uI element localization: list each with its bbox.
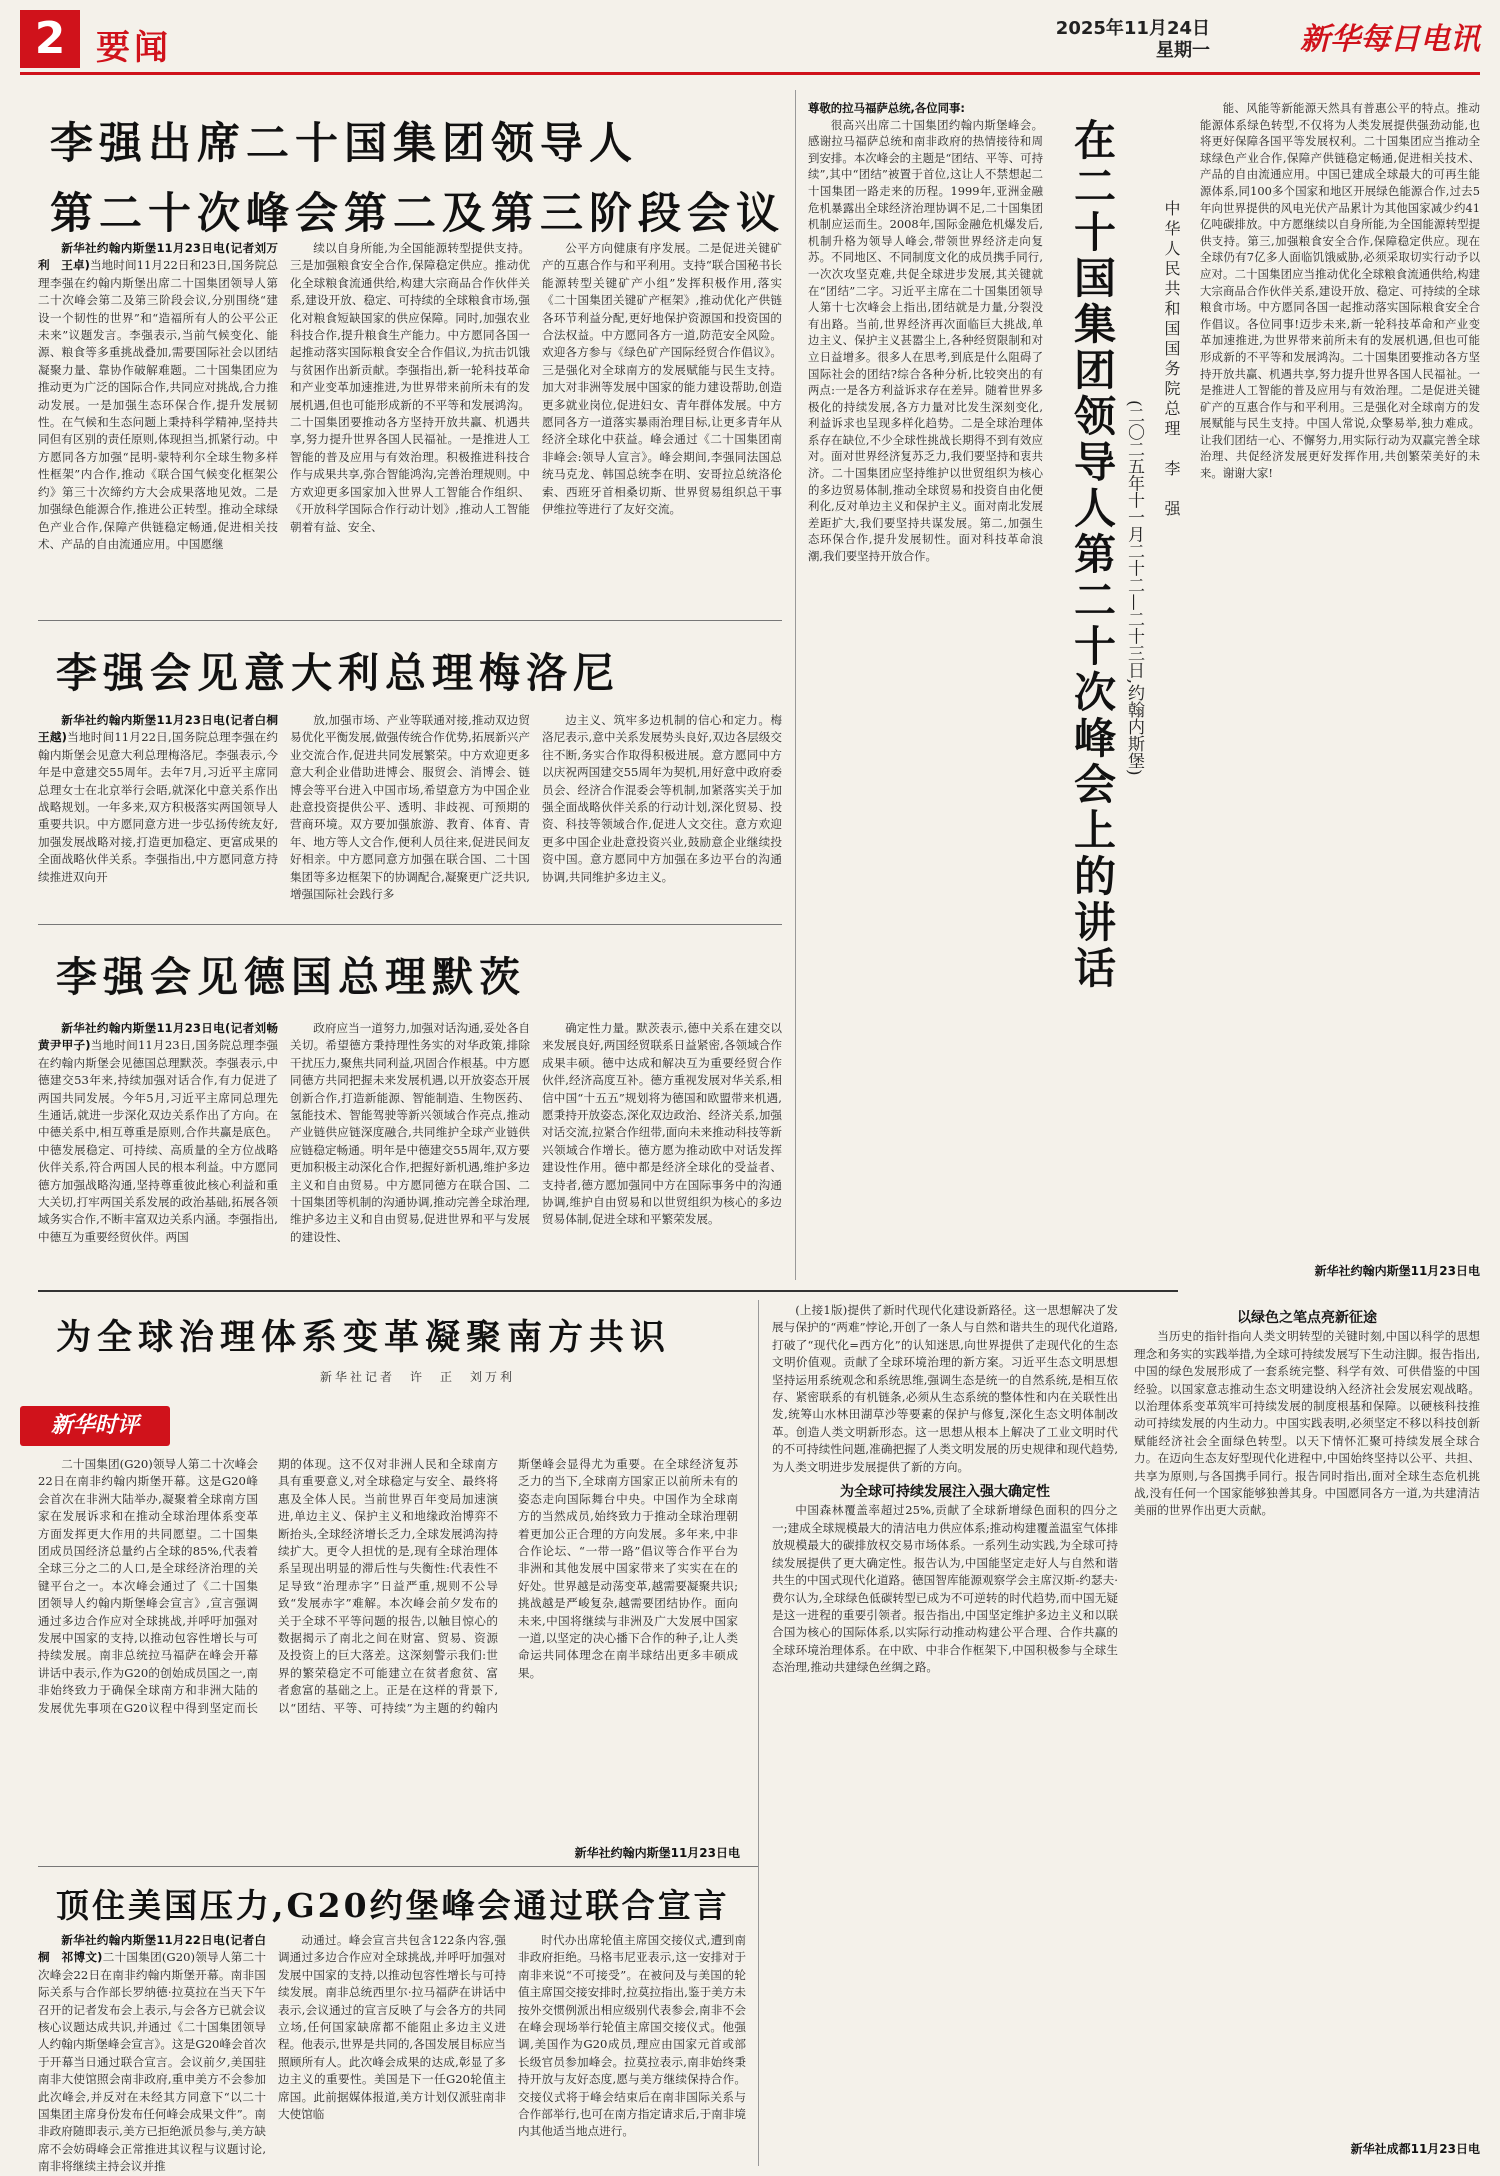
italy-col-3 [542, 712, 782, 932]
summit-text-3: 公平方向健康有序发展。二是促进关键矿产的互惠合作与和平利用。支持“联合国秘书长能源转型关键矿产小组”发挥积极作用,落实《二十国集团关键矿产框架》,推动优化产供链各环节利益分配,更好地保护资源国和投资国的合法权益。中方愿同各方一道,防范安全风险。欢迎各方参与《绿色矿产国际经贸合作倡议》。三是强化对全球南方的发展赋能与民生支持。加大对非洲等发展中国家的能力建设帮助,创造更多就业岗位,促进妇女、青年群体发展。中方愿同各方一道落实暴雨治理目标,让更多青年从经济全球化中获益。峰会通过《二十国集团南非峰会:领导人宣言》。峰会期间,李强同法国总统马克龙、韩国总统李在明、安哥拉总统洛伦索、西班牙首相桑切斯、世界贸易组织总干事伊维拉等进行了友好交流。 [542, 241, 782, 517]
germany-lead: 新华社约翰内斯堡11月23日电(记者刘畅 黄尹甲子) [38, 1021, 290, 1053]
summit-text-2: 续以自身所能,为全国能源转型提供支持。三是加强粮食安全合作,保障稳定供应。推动优化全球粮食流通供给,构建大宗商品合作伙伴关系,建设开放、稳定、可持续的全球粮食市场,强化对粮食短缺国家的供应保障。同时,加强农业科技合作,提升粮食生产能力。中方愿同各国一起推动落实国际粮食安全合作倡议,为抗击饥饿与贫困作出新贡献。李强指出,新一轮科技革命和产业变革加速推进,为世界带来前所未有的发展机遇,但也可能形成新的不平等和发展鸿沟。二十国集团要推动各方坚持开放共赢、机遇共享,努力提升世界各国人民福祉。一是推进人工智能的普及应用与有效治理。积极推进科技合作与成果共享,弥合智能鸿沟,完善治理规则。中方欢迎更多国家加入世界人工智能合作组织、《开放科学国际合作行动计划》,推动人工智能朝着有益、安全、 [290, 241, 530, 534]
g20-lead: 新华社约翰内斯堡11月22日电(记者白桐 祁博文) [38, 1933, 266, 1965]
speech-col-b [1200, 100, 1480, 1260]
paper-logo: 新华每日电讯 [1300, 22, 1480, 57]
weekday-text: 星期一 [1156, 40, 1210, 61]
commentary-byline: 新华社记者 许 正 刘万利 [320, 1370, 516, 1384]
speech-text-a: 很高兴出席二十国集团约翰内斯堡峰会。感谢拉马福萨总统和南非政府的热情接待和周到安排。本次峰会的主题是“团结、平等、可持续”,其中“团结”被置于首位,这让人不禁想起二十国集团一路走来的历程。1999年,亚洲金融危机暴露出全球经济治理协调不足,二十国集团机制应运而生。2008年,国际金融危机爆发后,机制升格为领导人峰会,带领世界经济走向复苏。不同地区、不同制度文化的成员携手同行,一次次攻坚克难,共促全球进步发展,其关键就在“团结”二字。习近平主席在二十国集团领导人第十七次峰会上指出,团结就是力量,分裂没有出路。当前,世界经济再次面临巨大挑战,单边主义、保护主义甚嚣尘上,各种经贸限制和对立日益增多。很多人在思考,到底是什么阻碍了国际社会的团结?综合各种分析,比较突出的有两点:一是各方利益诉求存在差异。随着世界多极化的持续发展,各方力量对比发生深刻变化,利益诉求也呈现多样化趋势。二是全球治理体系存在缺位,不少全球性挑战长期得不到有效应对。面对世界经济复苏乏力,我们要坚持和衷共济。二十国集团应坚持维护以世贸组织为核心的多边贸易体制,推动全球贸易和投资自由化便利化,反对单边主义和保护主义。面对南北发展差距扩大,我们要坚持共谋发展。第二,加强生态环保合作,提升发展韧性。面对科技革命浪潮,我们要坚持开放合作。 [808, 117, 1043, 564]
continued-text-top: (上接1版)提供了新时代现代化建设新路径。这一思想解决了发展与保护的“两难”悖论,开创了一条人与自然和谐共生的现代化道路,打破了“现代化=西方化”的认知迷思,向世界提供了走现代化的生态文明价值观。贡献了全球环境治理的新方案。习近平生态文明思想坚持运用系统观念和系统思维,强调生态是统一的自然系统,是相互依存、紧密联系的有机链条,必须从生态系统的整体性和内在关联性出发,统筹山水林田湖草沙等要素的保护与修复,深化生态文明体制改革。创造人类文明新形态。这一思想从根本上解决了工业文明时代的不可持续性问题,准确把握了人类文明发展的历史规律和现代趋势,为人类文明进步发展提供了新的方向。 [772, 1303, 1118, 1474]
italy-col-2 [290, 712, 530, 932]
divider [38, 620, 782, 621]
italy-col-1 [38, 712, 290, 932]
speech-text-b: 能、风能等新能源天然具有普惠公平的特点。推动能源体系绿色转型,不仅将为人类发展提供强劲动能,也将更好保障各国平等发展权利。二十国集团应当推动全球绿色产业合作,保障产供链稳定畅通,促进相关技术、产品的自由流通应用。中国已建成全球最大的可再生能源体系,同100多个国家和地区开展绿色能源合作,过去5年向世界提供的风电光伏产品累计为其他国家减少约41亿吨碳排放。中方愿继续以自身所能,为全国能源转型提供支持。第三,加强粮食安全合作,保障稳定供应。现在全球仍有7亿多人面临饥饿威胁,必须采取切实行动予以应对。二十国集团应当推动优化全球粮食流通供给,构建大宗商品合作伙伴关系,建设开放、稳定、可持续的全球粮食市场。中方愿同各国一起推动落实国际粮食安全合作倡议。各位同事!迈步未来,新一轮科技革命和产业变革加速推进,为世界带来前所未有的发展机遇,但也可能形成新的不平等和发展鸿沟。二十国集团要推动各方坚持开放共赢、机遇共享,努力提升世界各国人民福祉。一是推进人工智能的普及应用与有效治理。二是促进关键矿产的互惠合作与和平利用。三是强化对全球南方的发展赋能与民生支持。中国人常说,众擎易举,独力难成。让我们团结一心、不懈努力,用实际行动为双赢完善全球治理、共促经济发展更好发挥作用,共创繁荣美好的未来。谢谢大家! [1200, 101, 1480, 481]
germany-col-2 [290, 1020, 530, 1286]
speech-salutation: 尊敬的拉马福萨总统,各位同事: [808, 101, 965, 115]
summit-lead: 新华社约翰内斯堡11月23日电(记者刘万利 王卓) [38, 241, 278, 273]
summit-col-2 [290, 240, 530, 610]
g20-text-1: 二十国集团(G20)领导人第二十次峰会22日在南非约翰内斯堡开幕。南非国际关系与合作部长罗纳德·拉莫拉在当天下午召开的记者发布会上表示,与会各方已就会议核心议题达成共识,并通过《二十国集团领导人约翰内斯堡峰会宣言》。这是G20峰会首次于开幕当日通过联合宣言。会议前夕,美国驻南非大使馆照会南非政府,重申美方不会参加此次峰会,并反对在未经其方同意下“以二十国集团主席身份发布任何峰会成果文件”。南非政府随即表示,美方已拒绝派员参与,美方缺席不会妨碍峰会正常推进其议程与议题讨论,南非将继续主持会议并推 [38, 1950, 266, 2174]
summit-headline-line1: 李强出席二十国集团领导人 [50, 119, 638, 169]
summit-col-3 [542, 240, 782, 610]
section-name: 要闻 [96, 28, 172, 68]
g20-text-3: 时代办出席轮值主席国交接仪式,遭到南非政府拒绝。马格韦尼亚表示,这一安排对于南非来说“不可接受”。在被问及与美国的轮值主席国交接安排时,拉莫拉指出,鉴于美方未按外交惯例派出相应级别代表参会,南非不会在峰会现场举行轮值主席国交接仪式。他强调,美国作为G20成员,理应由国家元首或部长级官员参加峰会。拉莫拉表示,南非始终秉持开放与友好态度,愿与美方继续保持合作。交接仪式将于峰会结束后在南非国际关系与合作部举行,也可在南方指定请求后,于南非境内其他适当地点进行。 [518, 1933, 746, 2139]
speech-col-a [808, 100, 1043, 1280]
speech-sign: 新华社约翰内斯堡11月23日电 [1314, 1264, 1480, 1278]
divider [38, 924, 782, 925]
summit-col-1 [38, 240, 278, 610]
speech-subtitle: (二〇二五年十一月二十二—二十三日,约翰内斯堡) [1124, 400, 1144, 776]
speech-title: 在二十国集团领导人第二十次峰会上的讲话 [1068, 118, 1117, 992]
page-number: 2 [20, 10, 80, 68]
summit-text-1: 当地时间11月22日和23日,国务院总理李强在约翰内斯堡出席二十国集团领导人第二十次峰会第二及第三阶段会议,分别围绕“建设一个韧性的世界”和“造福所有人的公平公正未来”议题发言。李强表示,当前气候变化、能源、粮食等多重挑战叠加,需要国际社会以团结凝聚力量、靠协作破解难题。二十国集团应为推动更为广泛的国际合作,共同应对挑战,合力推动发展。一是加强生态环保合作,提升发展韧性。在气候和生态问题上秉持科学精神,坚持共同但有区别的责任原则,体现担当,抓紧行动。中方愿同各方加强“昆明-蒙特利尔全球生物多样性框架”内合作,推动《联合国气候变化框架公约》第三十次缔约方大会成果落地见效。二是加强绿色能源合作,推进公正转型。推动全球绿色产业合作,保障产供链稳定畅通,促进相关技术、产品的自由流通应用。中国愿继 [38, 258, 278, 551]
masthead [0, 0, 1500, 74]
commentary-body [38, 1456, 738, 1856]
germany-headline: 李强会见德国总理默茨 [56, 953, 526, 1001]
continued-col-2 [1134, 1302, 1480, 2132]
speech-author: 中华人民共和国国务院总理 李 强 [1162, 200, 1181, 520]
commentary-badge: 新华时评 [20, 1406, 170, 1446]
continued-sign: 新华社成都11月23日电 [1350, 2142, 1480, 2156]
italy-lead: 新华社约翰内斯堡11月23日电(记者白桐 王越) [38, 713, 290, 745]
germany-col-3 [542, 1020, 782, 1286]
germany-col-1 [38, 1020, 290, 1286]
g20-headline: 顶住美国压力,G20约堡峰会通过联合宣言 [56, 1886, 730, 1925]
g20-text-2: 动通过。峰会宣言共包含122条内容,强调通过多边合作应对全球挑战,并呼吁加强对发展中国家的支持,以推动包容性增长与可持续发展。南非总统西里尔·拉马福萨在讲话中表示,会议通过的宣言反映了与会各方的共同立场,任何国家缺席都不能阻止多边主义进程。他表示,世界是共同的,各国发展目标应当照顾所有人。此次峰会成果的达成,彰显了多边主义的重要性。美国是下一任G20轮值主席国。此前据媒体报道,美方计划仅派驻南非大使馆临 [278, 1933, 506, 2122]
continued-col-1 [772, 1302, 1118, 2162]
continued-subhead-1: 为全球可持续发展注入强大确定性 [840, 1484, 1050, 1501]
masthead-rule [20, 72, 1480, 75]
germany-text-2: 政府应当一道努力,加强对话沟通,妥处各自关切。希望德方秉持理性务实的对华政策,排除干扰压力,聚焦共同利益,巩固合作根基。中方愿同德方共同把握未来发展机遇,以开放姿态开展创新合作,打造新能源、智能制造、生物医药、氢能技术、智能驾驶等新兴领域合作亮点,推动产业链供应链深度融合,共同维护全球产业链供应链稳定畅通。明年是中德建交55周年,双方要更加积极主动深化合作,把握好新机遇,维护多边主义和自由贸易。中方愿同德方在联合国、二十国集团等机制的沟通协调,推动完善全球治理,维护多边主义和自由贸易,促进世界和平与发展的建设性、 [290, 1021, 530, 1244]
germany-text-3: 确定性力量。默茨表示,德中关系在建交以来发展良好,两国经贸联系日益紧密,各领域合作成果丰硕。德中达成和解决互为重要经贸合作伙伴,经济高度互补。德方重视发展对华关系,相信中国“十五五”规划将为德国和欧盟带来机遇,愿秉持开放姿态,深化双边政治、经济关系,加强对话交流,拉紧合作纽带,面向未来推动科技等新兴领域合作增长。德方愿为推动欧中对话发挥建设性作用。德中都是经济全球化的受益者、支持者,德方愿加强同中方在国际事务中的沟通协调,维护自由贸易和以世贸组织为核心的多边贸易体制,促进全球和平繁荣发展。 [542, 1021, 782, 1227]
divider [758, 1300, 759, 2166]
commentary-text: 二十国集团(G20)领导人第二十次峰会22日在南非约翰内斯堡开幕。这是G20峰会首次在非洲大陆举办,凝聚着全球南方国家在发展诉求和在推动全球治理体系变革方面发挥更大作用的共同愿望。二十国集团成员国经济总量约占全球的85%,代表着全球三分之二的人口,是全球经济治理的关键平台之一。本次峰会通过了《二十国集团领导人约翰内斯堡峰会宣言》,宣言强调通过多边合作应对全球挑战,并呼吁加强对发展中国家的支持,以推动包容性增长与可持续发展。南非总统拉马福萨在峰会开幕讲话中表示,作为G20的创始成员国之一,南非始终致力于确保全球南方和非洲大陆的发展优先事项在G20议程中得到坚定而长期的体现。这不仅对非洲人民和全球南方具有重要意义,对全球稳定与安全、最终将惠及全体人民。当前世界百年变局加速演进,单边主义、保护主义和地缘政治博弈不断抬头,全球经济增长乏力,全球发展鸿沟持续扩大。更令人担忧的是,现有全球治理体系呈现出明显的滞后性与失衡性:代表性不足导致“治理赤字”日益严重,规则不公导致“发展赤字”难解。本次峰会前夕发布的关于全球不平等问题的报告,以触目惊心的数据揭示了南北之间在财富、贸易、资源及投资上的巨大落差。这深刻警示我们:世界的繁荣稳定不可能建立在贫者愈贫、富者愈富的基础之上。正是在这样的背景下,以“团结、平等、可持续”为主题的约翰内斯堡峰会显得尤为重要。在全球经济复苏乏力的当下,全球南方国家正以前所未有的姿态走向国际舞台中央。中国作为全球南方的当然成员,始终致力于推动全球治理朝着更加公正合理的方向发展。多年来,中非合作论坛、“一带一路”倡议等合作平台为非洲和其他发展中国家带来了实实在在的好处。世界越是动荡变革,越需要凝聚共识;挑战越是严峻复杂,越需要团结协作。面向未来,中国将继续与非洲及广大发展中国家一道,以坚定的决心播下合作的种子,让人类命运共同体理念在南半球结出更多丰硕成果。 [38, 1457, 738, 1715]
divider [38, 1290, 1178, 1292]
issue-date [1056, 18, 1210, 62]
italy-text-2: 放,加强市场、产业等联通对接,推动双边贸易优化平衡发展,做强传统合作优势,拓展新兴产业交流合作,促进共同发展繁荣。中方欢迎更多意大利企业借助进博会、服贸会、消博会、链博会等平台进入中国市场,希望意方为中国企业赴意投资提供公平、透明、非歧视、可预期的营商环境。双方要加强旅游、教育、体育、青年、地方等人文合作,便利人员往来,促进民间友好相亲。中方愿同意方加强在联合国、二十国集团等多边框架下的协调配合,凝聚更广泛共识,增强国际社会践行多 [290, 713, 530, 902]
continued-text-bot: 当历史的指针指向人类文明转型的关键时刻,中国以科学的思想理念和务实的实践举措,为全球可持续发展写下生动注脚。报告指出,中国的绿色发展形成了一套系统完整、科学有效、可供借鉴的中国经验。以国家意志推动生态文明建设纳入经济社会发展宏观战略。以治理体系变革筑牢可持续发展的制度根基和保障。以硬核科技推动可持续发展的内生动力。中国实践表明,必须坚定不移以科技创新赋能经济社会全面绿色转型。以天下情怀汇聚可持续发展全球合力。在迈向生态友好型现代化进程中,中国始终坚持以公平、共担、共享为原则,与各国携手同行。报告同时指出,面对全球生态危机挑战,没有任何一个国家能够独善其身。中国愿同各方一道,为共建清洁美丽的世界作出更大贡献。 [1134, 1329, 1480, 1518]
date-text: 2025年11月24日 [1055, 18, 1210, 39]
g20-col-1 [38, 1932, 266, 2174]
italy-text-3: 边主义、筑牢多边机制的信心和定力。梅洛尼表示,意中关系发展势头良好,双边各层级交往不断,务实合作取得积极进展。意方愿同中方以庆祝两国建交55周年为契机,用好意中政府委员会、经济合作混委会等机制,加紧落实关于加强全面战略伙伴关系的行动计划,深化贸易、投资、科技等领域合作,促进人文交往。意方欢迎更多中国企业赴意投资兴业,鼓励意企业继续投资中国。意方愿同中方加强在多边平台的沟通协调,共同维护多边主义。 [542, 713, 782, 884]
g20-col-2 [278, 1932, 506, 2166]
italy-text-1: 当地时间11月22日,国务院总理李强在约翰内斯堡会见意大利总理梅洛尼。李强表示,今年是中意建交55周年。去年7月,习近平主席同总理女士在北京举行会晤,就深化中意关系作出战略规划。一年多来,双方积极落实两国领导人重要共识。中方愿同意方进一步弘扬传统友好,加强发展战略对接,打造更加稳定、更富成果的全面战略伙伴关系。李强指出,中方愿同意方持续推进双向开 [38, 730, 278, 884]
commentary-sign: 新华社约翰内斯堡11月23日电 [574, 1846, 740, 1860]
summit-headline-line2: 第二十次峰会第二及第三阶段会议 [50, 189, 785, 239]
germany-text-1: 当地时间11月23日,国务院总理李强在约翰内斯堡会见德国总理默茨。李强表示,中德建交53年来,持续加强对话合作,有力促进了两国共同发展。今年5月,习近平主席同总理先生通话,就进一步深化双边关系作出了方向。在中德关系中,相互尊重是原则,合作共赢是底色。中德发展稳定、可持续、高质量的全方位战略伙伴关系,符合两国人民的根本利益。中方愿同德方加强战略沟通,坚持尊重彼此核心利益和重大关切,打牢两国关系发展的政治基础,拓展各领域务实合作,不断丰富双边关系内涵。李强指出,中德互为重要经贸伙伴。两国 [38, 1038, 278, 1244]
divider [38, 1866, 758, 1867]
divider [795, 90, 796, 1280]
continued-text-mid: 中国森林覆盖率超过25%,贡献了全球新增绿色面积的四分之一;建成全球规模最大的清洁电力供应体系;推动构建覆盖温室气体排放规模最大的碳排放权交易市场体系。一系列生动实践,为全球可持续发展提供了更大确定性。报告认为,中国能坚定走好人与自然和谐共生的中国式现代化道路。德国智库能源观察学会主席汉斯-约瑟夫·费尔认为,全球绿色低碳转型已成为不可逆转的时代趋势,而中国无疑是这一进程的重要引领者。报告指出,中国坚定维护多边主义和以联合国为核心的国际体系,以实际行动推动构建公平合理、合作共赢的全球环境治理体系。在中欧、中非合作框架下,中国积极参与全球生态治理,推动共建绿色丝绸之路。 [772, 1503, 1118, 1675]
g20-col-3 [518, 1932, 746, 2166]
italy-headline: 李强会见意大利总理梅洛尼 [56, 649, 620, 697]
continued-subhead-2: 以绿色之笔点亮新征途 [1237, 1310, 1377, 1326]
commentary-headline: 为全球治理体系变革凝聚南方共识 [56, 1317, 672, 1358]
